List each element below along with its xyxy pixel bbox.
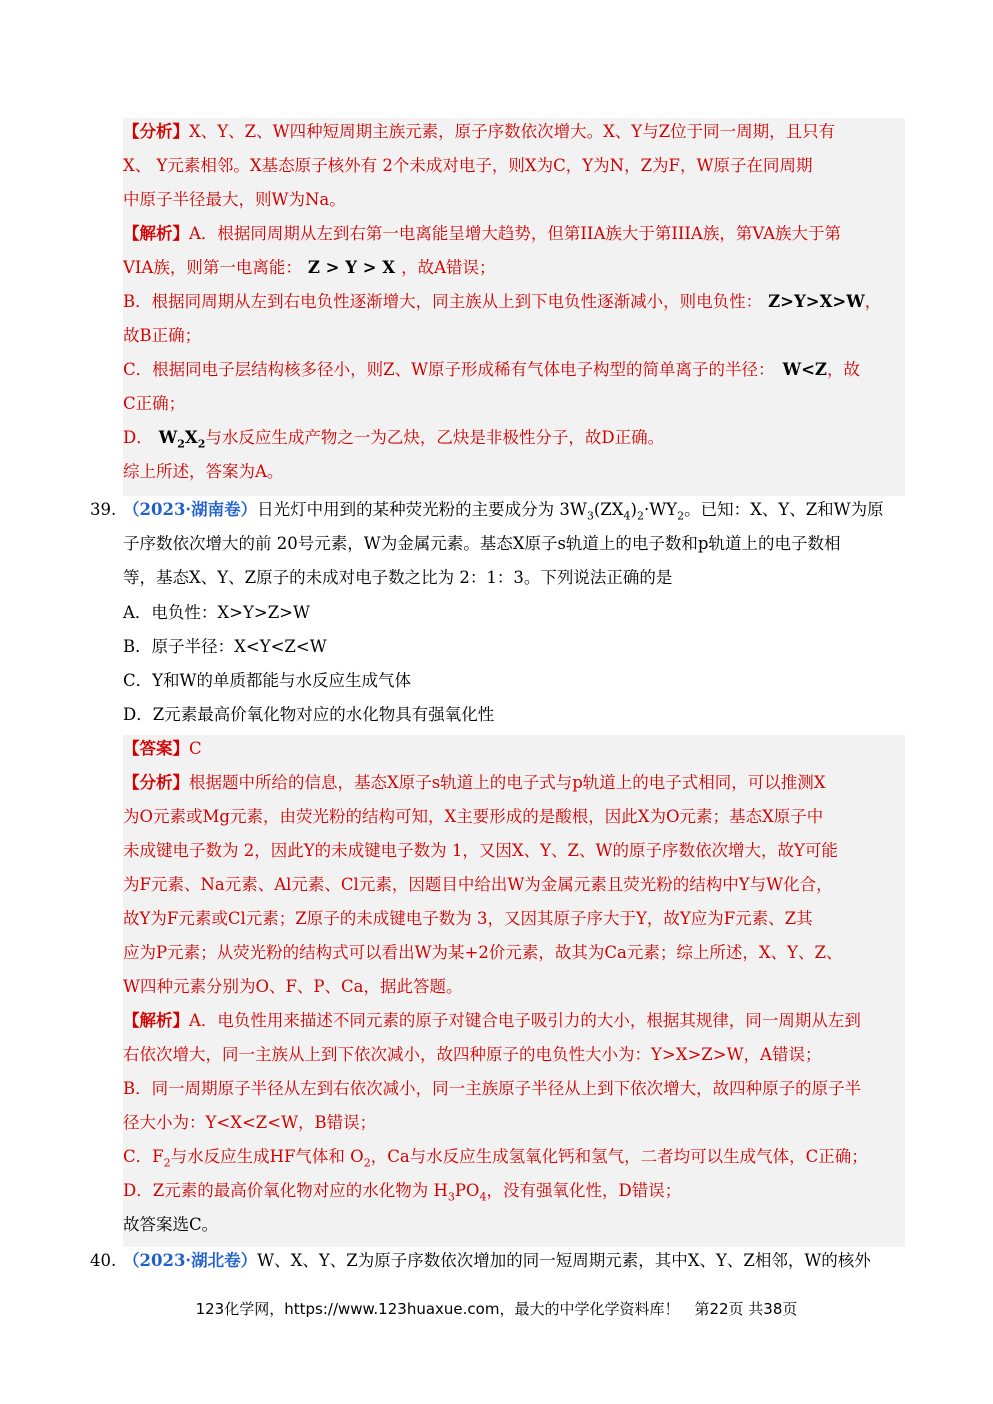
explanation-line: C正确； [123,394,186,413]
analysis-line: 应为P元素；从荧光粉的结构式可以看出W为某+2价元素，故其为Ca元素；综上所述，X、Y、Z、 [123,943,843,962]
explanation-line: VIA族，则第一电离能： Z > Y > X ，故A错误； [123,258,496,277]
analysis-line: 故Y为F元素或Cl元素；Z原子的未成键电子数为 3，又因其原子序大于Y，故Y应为F元素、Z其 [123,909,813,928]
question-stem: 等，基态X、Y、Z原子的未成对电子数之比为 2：1：3。下列说法正确的是 [123,568,673,587]
explanation-line: C．$F_2$与水反应生成HF气体和 $O_2$，Ca与水反应生成氢氧化钙和氢气，二者均可以生成气体，C正确； [123,1147,868,1170]
analysis-line: W四种元素分别为O、F、P、Ca，据此答题。 [123,977,463,996]
explanation-line: C．根据同电子层结构核多径小，则Z、W原子形成稀有气体电子构型的简单离子的半径： W<Z，故 [123,360,860,379]
question-number: 40. [90,1251,117,1270]
conclusion-line: 综上所述，答案为A。 [123,462,284,481]
analysis-line: 【分析】X、Y、Z、W四种短周期主族元素，原子序数依次增大。X、Y与Z位于同一周期，且只有 [123,122,836,141]
option-b: B．原子半径：X<Y<Z<W [123,637,327,656]
conclusion-line: 故答案选C。 [123,1215,219,1234]
question-stem: 子序数依次增大的前 20号元素，W为金属元素。基态X原子s轨道上的电子数和p轨道上的电子数相 [123,534,841,553]
explanation-line: 故B正确； [123,326,202,345]
explanation-line: B．同一周期原子半径从左到右依次减小，同一主族原子半径从上到下依次增大，故四种原子的原子半 [123,1079,862,1098]
explanation-line: B．根据同周期从左到右电负性逐渐增大，同主族从上到下电负性逐渐减小，则电负性： Z>Y>X>W， [123,292,882,311]
explanation-line: D． $W_2X_2$与水反应生成产物之一为乙炔，乙炔是非极性分子，故D正确。 [123,428,665,451]
explanation-line: 径大小为：Y<X<Z<W，B错误； [123,1113,377,1132]
question-number: 39. [90,500,117,519]
analysis-block-2 [123,735,905,1247]
analysis-line: 【分析】根据题中所给的信息，基态X原子s轨道上的电子式与p轨道上的电子式相同，可以推测X [123,773,826,792]
explanation-line: 右依次增大，同一主族从上到下依次减小，故四种原子的电负性大小为：Y>X>Z>W，A错误； [123,1045,822,1064]
explanation-line: 【解析】A．电负性用来描述不同元素的原子对键合电子吸引力的大小，根据其规律，同一周期从左到 [123,1011,861,1030]
analysis-line: 中原子半径最大，则W为Na。 [123,190,346,209]
page-footer: 123化学网，https://www.123huaxue.com，最大的中学化学资料库！ 第22页 共38页 [195,1300,798,1318]
option-c: C．Y和W的单质都能与水反应生成气体 [123,671,411,690]
answer-line: 【答案】C [123,739,202,758]
explanation-line: 【解析】A．根据同周期从左到右第一电离能呈增大趋势，但第IIA族大于第IIIA族，第VA族大于第 [123,224,842,243]
explanation-line: D．Z元素的最高价氧化物对应的水化物为 $H_3PO_4$，没有强氧化性，D错误； [123,1181,682,1204]
analysis-block-1 [123,118,905,496]
analysis-line: 为O元素或Mg元素，由荧光粉的结构可知，X主要形成的是酸根，因此X为O元素；基态X原子中 [123,807,824,826]
analysis-line: 为F元素、Na元素、Al元素、Cl元素，因题目中给出W为金属元素且荧光粉的结构中Y与W化合， [123,875,833,894]
question-stem: （2023·湖南卷）日光灯中用到的某种荧光粉的主要成分为 $3W_3(ZX_4)_2\cdot WY_2$。已知：X、Y、Z和W为原 [123,500,884,523]
question-stem: （2023·湖北卷）W、X、Y、Z为原子序数依次增加的同一短周期元素，其中X、Y、Z相邻，W的核外 [123,1251,871,1270]
option-d: D．Z元素最高价氧化物对应的水化物具有强氧化性 [123,705,495,724]
analysis-line: 未成键电子数为 2，因此Y的未成键电子数为 1，又因X、Y、Z、W的原子序数依次增大，故Y可能 [123,841,838,860]
option-a: A．电负性：X>Y>Z>W [123,603,310,622]
analysis-line: X、 Y元素相邻。X基态原子核外有 2个未成对电子，则X为C，Y为N，Z为F，W原子在同周期 [123,156,813,175]
